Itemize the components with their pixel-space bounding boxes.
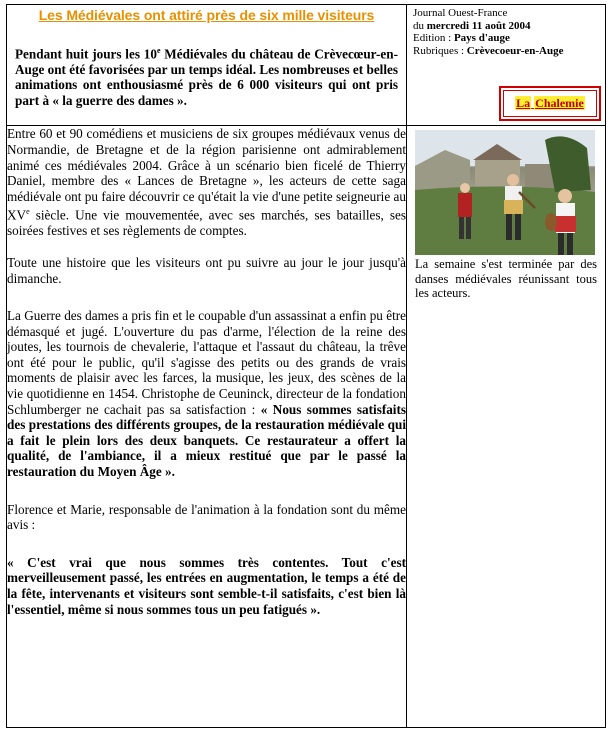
headline[interactable]: Les Médiévales ont attiré près de six mille visiteurs	[38, 7, 375, 23]
chalemie-logo-text: La Chalemie	[516, 96, 584, 111]
meta-date: du mercredi 11 août 2004	[413, 19, 531, 32]
festival-photo-illustration	[415, 130, 595, 255]
body-cell	[7, 126, 407, 728]
meta-source: Journal Ouest-France	[413, 7, 508, 19]
meta-rubriques: Rubriques : Crèvecoeur-en-Auge	[413, 44, 564, 57]
body-paragraph-4: Florence et Marie, responsable de l'animation à la fondation sont du même avis :	[7, 501, 406, 533]
body-paragraph-5: « C'est vrai que nous sommes très contentes. Tout c'est merveilleusement passé, les entrées en augmentation, le temps a été de la fête, intervenants et visiteurs sont semble-t-il satisfaits, c'est bien là l'essentiel, même si nous sommes tous un peu fatigués ».	[7, 554, 406, 617]
article-sheet	[6, 4, 606, 724]
body-paragraph-2: Toute une histoire que les visiteurs ont pu suivre au jour le jour jusqu'à dimanche.	[7, 254, 406, 286]
photo-cell	[407, 126, 606, 728]
chalemie-logo-inner	[503, 90, 597, 117]
article-meta	[407, 5, 605, 59]
body-paragraph-1: Entre 60 et 90 comédiens et musiciens de six groupes médiévaux venus de Normandie, de Bretagne et de la région parisienne ont admirablement animé ces médiévales 2004. Grâce à un scénario bien ficelé de Thierry Daniel, membre des « Lances de Bretagne », les acteurs de cette saga médiévale ont pu faire découvrir ce qu'était la vie d'une petite seigneurie au XVe siècle. Une vie mouvementée, avec ses marchés, ses batailles, ses soirées festives et ses règlements de comptes.	[7, 126, 406, 239]
meta-edition: Edition : Pays d'auge	[413, 32, 510, 45]
body-paragraph-3: La Guerre des dames a pris fin et le coupable d'un assassinat a enfin pu être démasqué et jugé. L'ouverture du pas d'arme, l'élection de la reine des joutes, les tournois de chevalerie, l'attaque et l'assaut du château, la trêve ont été pour le public, qu'il s'agisse des petits ou des grands de vrais moments de plaisir avec les farces, la musique, les jeux, des scènes de la vie quotidienne en 1454. Christophe de Ceuninck, directeur de la fondation Schlumberger ne cachait pas sa satisfaction : « Nous sommes satisfaits des prestations des différents groupes, de la restauration médiévale qui a fait le plein lors des deux banquets. Ce restaurateur a offert la qualité, de l'ambiance, il a mieux restitué que par le passé la restauration du Moyen Âge ».	[7, 308, 406, 480]
photo-caption: La semaine s'est terminée par des danses médiévales réunissant tous les acteurs.	[415, 257, 597, 301]
header-cell	[7, 5, 407, 126]
festival-photo	[415, 130, 595, 255]
chalemie-logo-link[interactable]	[499, 86, 601, 121]
meta-cell	[407, 5, 606, 126]
article-layout-table	[6, 4, 606, 728]
lead-paragraph: Pendant huit jours les 10e Médiévales du château de Crèvecœur-en-Auge ont été favorisées par un temps idéal. Les nombreuses et belles animations ont enthousiasmé près de 6 000 visiteurs qui ont pris part à « la guerre des dames ».	[15, 46, 398, 108]
